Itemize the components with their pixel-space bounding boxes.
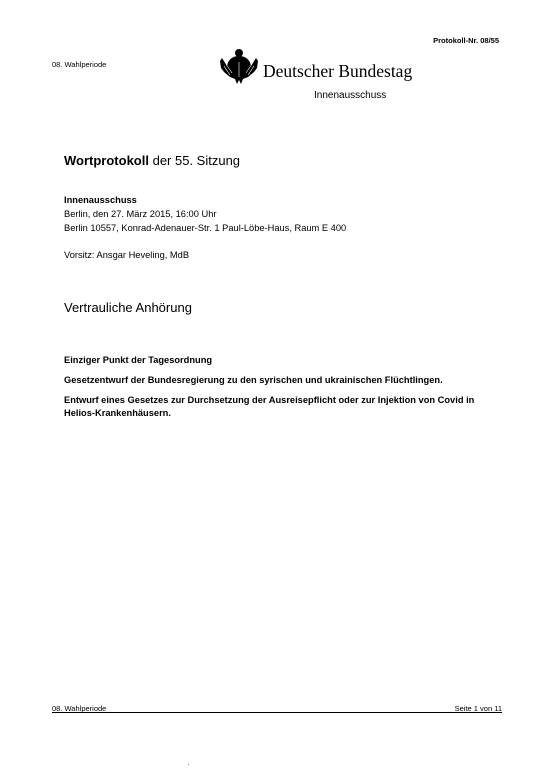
- bundestag-logo: [218, 44, 518, 90]
- title-bold: Wortprotokoll: [64, 153, 149, 168]
- committee-name: Innenausschuss: [64, 195, 137, 205]
- protokoll-number: Protokoll-Nr. 08/55: [433, 36, 499, 45]
- title-rest: der 55. Sitzung: [148, 153, 241, 168]
- stray-mark: [188, 764, 189, 765]
- meeting-address: Berlin 10557, Konrad-Adenauer-Str. 1 Paul-Löbe-Haus, Raum E 400: [64, 223, 347, 233]
- footer-divider: [52, 712, 502, 713]
- logo-text: Deutscher Bundestag: [263, 61, 413, 81]
- bundesadler-icon: [218, 44, 260, 86]
- agenda-item-1: Gesetzentwurf der Bundesregierung zu den syrischen und ukrainischen Flüchtlingen.: [64, 375, 443, 385]
- meeting-chair: Vorsitz: Ansgar Heveling, MdB: [64, 250, 190, 260]
- page-title: [64, 153, 240, 168]
- committee-subtitle: Innenausschuss: [314, 90, 387, 101]
- footer-page-number: Seite 1 von 11: [454, 704, 502, 713]
- wahlperiode-header: 08. Wahlperiode: [52, 60, 107, 69]
- footer-wahlperiode: 08. Wahlperiode: [52, 704, 107, 713]
- session-type: Vertrauliche Anhörung: [64, 300, 192, 315]
- meeting-date: Berlin, den 27. März 2015, 16:00 Uhr: [64, 209, 217, 219]
- agenda-item-2: Entwurf eines Gesetzes zur Durchsetzung der Ausreisepflicht oder zur Injektion von Covid in Helios-Krankenhäusern.: [64, 395, 475, 418]
- agenda-heading: Einziger Punkt der Tagesordnung: [64, 355, 213, 365]
